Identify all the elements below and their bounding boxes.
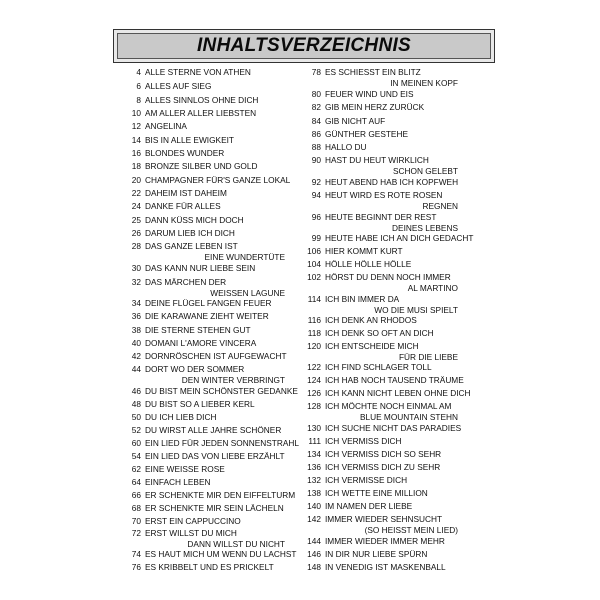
toc-title: CHAMPAGNER FÜR'S GANZE LOKAL	[145, 175, 291, 185]
toc-entry	[110, 425, 281, 436]
toc-page-number: 96	[311, 212, 321, 222]
toc-entry	[110, 108, 256, 119]
toc-page-number: 80	[311, 89, 321, 99]
page-title: INHALTSVERZEICHNIS	[196, 35, 412, 56]
toc-entry	[290, 212, 458, 234]
toc-page-number: 54	[131, 451, 141, 461]
toc-page-number: 132	[307, 475, 321, 485]
toc-title-continuation: REGNEN	[422, 201, 458, 211]
toc-title: BIS IN ALLE EWIGKEIT	[145, 135, 234, 145]
toc-title: BLONDES WUNDER	[145, 148, 225, 158]
toc-title: BRONZE SILBER UND GOLD	[145, 161, 258, 171]
toc-page-number: 124	[307, 375, 321, 385]
toc-entry	[290, 328, 434, 339]
toc-title: FEUER WIND UND EIS	[325, 89, 414, 99]
toc-page-number: 28	[131, 241, 141, 251]
toc-page-number: 144	[307, 536, 321, 546]
toc-page-number: 136	[307, 462, 321, 472]
toc-title: ES SCHIESST EIN BLITZ	[325, 67, 421, 77]
toc-entry	[110, 201, 221, 212]
toc-title: DANN KÜSS MICH DOCH	[145, 215, 244, 225]
toc-title-continuation: WEISSEN LAGUNE	[210, 288, 285, 298]
toc-entry	[110, 464, 225, 475]
toc-page-number: 22	[131, 188, 141, 198]
toc-entry	[290, 501, 412, 512]
toc-title: DU BIST MEIN SCHÖNSTER GEDANKE	[145, 386, 298, 396]
toc-title: ES KRIBBELT UND ES PRICKELT	[145, 562, 274, 572]
toc-page-number: 140	[307, 501, 321, 511]
toc-title-continuation: BLUE MOUNTAIN STEHN	[359, 412, 458, 422]
toc-title: ICH HAB NOCH TAUSEND TRÄUME	[325, 375, 464, 385]
toc-entry	[110, 161, 258, 172]
toc-title: EIN LIED DAS VON LIEBE ERZÄHLT	[145, 451, 285, 461]
toc-page-number: 40	[131, 338, 141, 348]
toc-page-number: 16	[131, 148, 141, 158]
toc-title: DEINE FLÜGEL FANGEN FEUER	[145, 298, 272, 308]
toc-entry	[290, 436, 402, 447]
toc-title: ER SCHENKTE MIR SEIN LÄCHELN	[145, 503, 284, 513]
toc-page-number: 76	[131, 562, 141, 572]
toc-title: HÖRST DU DENN NOCH IMMER	[325, 272, 451, 282]
toc-title: IMMER WIEDER IMMER MEHR	[325, 536, 445, 546]
toc-page-number: 6	[136, 81, 141, 91]
toc-title-continuation: WO DIE MUSI SPIELT	[374, 305, 458, 315]
toc-page-number: 32	[131, 277, 141, 287]
toc-page-number: 118	[307, 328, 321, 338]
toc-entry	[290, 362, 432, 373]
toc-page-number: 90	[311, 155, 321, 165]
toc-page-number: 50	[131, 412, 141, 422]
toc-page-number: 36	[131, 311, 141, 321]
toc-entry	[110, 215, 244, 226]
toc-entry	[110, 503, 284, 514]
toc-entry	[110, 351, 287, 362]
toc-page-number: 128	[307, 401, 321, 411]
title-banner	[113, 29, 495, 63]
toc-entry	[290, 449, 441, 460]
toc-entry	[290, 294, 458, 316]
toc-entry	[290, 272, 458, 294]
toc-entry	[110, 325, 251, 336]
toc-title: ER SCHENKTE MIR DEN EIFFELTURM	[145, 490, 296, 500]
toc-entry	[110, 135, 234, 146]
toc-page-number: 72	[131, 528, 141, 538]
toc-title: DAHEIM IST DAHEIM	[145, 188, 227, 198]
toc-entry	[110, 148, 224, 159]
toc-title: DU BIST SO A LIEBER KERL	[145, 399, 255, 409]
toc-title: EINE WEISSE ROSE	[145, 464, 225, 474]
toc-page-number: 146	[307, 549, 321, 559]
toc-title: DU ICH LIEB DICH	[145, 412, 217, 422]
toc-entry	[290, 142, 367, 153]
toc-title: DARUM LIEB ICH DICH	[145, 228, 235, 238]
toc-entry	[290, 177, 458, 188]
toc-page-number: 102	[307, 272, 321, 282]
toc-entry	[110, 490, 295, 501]
toc-title: IM NAMEN DER LIEBE	[325, 501, 413, 511]
toc-page-number: 10	[131, 108, 141, 118]
toc-entry	[110, 188, 227, 199]
toc-entry	[110, 228, 235, 239]
toc-page-number: 106	[307, 246, 321, 256]
toc-page-number: 92	[311, 177, 321, 187]
toc-entry	[290, 536, 445, 547]
toc-entry	[290, 401, 458, 423]
toc-entry	[290, 462, 440, 473]
toc-title: ERST EIN CAPPUCCINO	[145, 516, 241, 526]
toc-page-number: 130	[307, 423, 321, 433]
toc-page-number: 24	[131, 201, 141, 211]
toc-entry	[110, 81, 211, 92]
toc-title-continuation: FÜR DIE LIEBE	[398, 352, 458, 362]
toc-page-number: 120	[307, 341, 321, 351]
toc-title: DORT WO DER SOMMER	[145, 364, 245, 374]
toc-title: ALLE STERNE VON ATHEN	[145, 67, 251, 77]
toc-entry	[110, 364, 285, 386]
toc-title-continuation: DANN WILLST DU NICHT	[187, 539, 285, 549]
toc-page-number: 4	[136, 67, 141, 77]
toc-title: GIB NICHT AUF	[325, 116, 386, 126]
toc-title: ICH VERMISSE DICH	[325, 475, 408, 485]
toc-title: DOMANI L'AMORE VINCERA	[145, 338, 257, 348]
toc-title: ES HAUT MICH UM WENN DU LACHST	[145, 549, 297, 559]
toc-title: HEUTE BEGINNT DER REST	[325, 212, 437, 222]
toc-title: DIE STERNE STEHEN GUT	[145, 325, 251, 335]
toc-title: EINFACH LEBEN	[145, 477, 211, 487]
toc-title-continuation: IN MEINEN KOPF	[390, 78, 458, 88]
toc-title-continuation: DEINES LEBENS	[392, 223, 458, 233]
toc-page-number: 8	[136, 95, 141, 105]
toc-entry	[110, 298, 271, 309]
toc-title: ANGELINA	[145, 121, 187, 131]
toc-title: DIE KARAWANE ZIEHT WEITER	[145, 311, 269, 321]
toc-page-number: 25	[131, 215, 141, 225]
toc-title-continuation: DEN WINTER VERBRINGT	[181, 375, 285, 385]
toc-page-number: 116	[307, 315, 321, 325]
toc-page-number: 12	[131, 121, 141, 131]
toc-title: AM ALLER ALLER LIEBSTEN	[145, 108, 257, 118]
toc-page-number: 122	[307, 362, 321, 372]
toc-entry	[110, 241, 285, 263]
toc-entry	[290, 375, 464, 386]
toc-title: ICH VERMISS DICH	[325, 436, 402, 446]
toc-title: HEUT ABEND HAB ICH KOPFWEH	[325, 177, 459, 187]
toc-title-continuation: AL MARTINO	[407, 283, 458, 293]
toc-entry	[290, 562, 446, 573]
toc-entry	[290, 67, 458, 89]
toc-page-number: 142	[307, 514, 321, 524]
toc-page-number: 84	[311, 116, 321, 126]
toc-title: ICH VERMISS DICH ZU SEHR	[325, 462, 441, 472]
toc-page-number: 88	[311, 142, 321, 152]
toc-title: ICH KANN NICHT LEBEN OHNE DICH	[325, 388, 471, 398]
toc-title: ICH VERMISS DICH SO SEHR	[325, 449, 442, 459]
toc-page-number: 114	[307, 294, 321, 304]
toc-entry	[110, 277, 285, 299]
toc-title: ICH MÖCHTE NOCH EINMAL AM	[325, 401, 452, 411]
toc-page-number: 62	[131, 464, 141, 474]
toc-title: HEUT WIRD ES ROTE ROSEN	[325, 190, 443, 200]
toc-entry	[110, 175, 290, 186]
toc-page-number: 60	[131, 438, 141, 448]
toc-page-number: 20	[131, 175, 141, 185]
toc-entry	[290, 259, 411, 270]
toc-title: ICH DENK SO OFT AN DICH	[325, 328, 434, 338]
toc-title: HIER KOMMT KURT	[325, 246, 403, 256]
toc-page-number: 78	[311, 67, 321, 77]
toc-page-number: 52	[131, 425, 141, 435]
toc-page-number: 86	[311, 129, 321, 139]
toc-page-number: 48	[131, 399, 141, 409]
toc-page-number: 82	[311, 102, 321, 112]
toc-entry	[110, 562, 274, 573]
toc-page-number: 64	[131, 477, 141, 487]
toc-entry	[290, 190, 458, 212]
toc-entry	[290, 423, 461, 434]
toc-title: ICH DENK AN RHODOS	[325, 315, 417, 325]
toc-entry	[290, 102, 424, 113]
toc-entry	[110, 399, 255, 410]
toc-entry	[290, 116, 385, 127]
toc-page-number: 134	[307, 449, 321, 459]
toc-entry	[110, 477, 210, 488]
toc-page-number: 34	[131, 298, 141, 308]
toc-title: ERST WILLST DU MICH	[145, 528, 237, 538]
toc-title: ICH SUCHE NICHT DAS PARADIES	[325, 423, 462, 433]
toc-title: DORNRÖSCHEN IST AUFGEWACHT	[145, 351, 287, 361]
toc-title: HALLO DU	[325, 142, 367, 152]
toc-entry	[290, 549, 427, 560]
toc-page-number: 94	[311, 190, 321, 200]
toc-title: DU WIRST ALLE JAHRE SCHÖNER	[145, 425, 282, 435]
toc-title: IN DIR NUR LIEBE SPÜRN	[325, 549, 428, 559]
toc-title: ALLES SINNLOS OHNE DICH	[145, 95, 259, 105]
toc-entry	[110, 311, 269, 322]
toc-title: GÜNTHER GESTEHE	[325, 129, 408, 139]
toc-entry	[290, 341, 458, 363]
toc-page-number: 26	[131, 228, 141, 238]
toc-title: IMMER WIEDER SEHNSUCHT	[325, 514, 443, 524]
toc-title: ICH BIN IMMER DA	[325, 294, 400, 304]
toc-entry	[290, 129, 408, 140]
toc-entry	[290, 514, 458, 536]
toc-page-number: 138	[307, 488, 321, 498]
toc-page-number: 99	[311, 233, 321, 243]
toc-page-number: 44	[131, 364, 141, 374]
toc-entry	[110, 516, 241, 527]
toc-entry	[110, 438, 299, 449]
toc-page-number: 104	[307, 259, 321, 269]
toc-page-number: 111	[308, 436, 321, 446]
toc-entry	[110, 386, 298, 397]
toc-entry	[110, 121, 187, 132]
toc-title-continuation: EINE WUNDERTÜTE	[204, 252, 285, 262]
toc-title: DAS KANN NUR LIEBE SEIN	[145, 263, 256, 273]
toc-title: ICH ENTSCHEIDE MICH	[325, 341, 419, 351]
toc-entry	[110, 528, 285, 550]
toc-page-number: 126	[307, 388, 321, 398]
toc-page-number: 30	[131, 263, 141, 273]
toc-page-number: 148	[307, 562, 321, 572]
toc-entry	[290, 233, 473, 244]
toc-page-number: 74	[131, 549, 141, 559]
toc-entry	[110, 549, 297, 560]
toc-title: ICH WETTE EINE MILLION	[325, 488, 428, 498]
toc-entry	[110, 412, 216, 423]
toc-entry	[110, 95, 258, 106]
toc-title: HÖLLE HÖLLE HÖLLE	[325, 259, 412, 269]
toc-entry	[290, 246, 403, 257]
toc-entry	[110, 451, 285, 462]
toc-page-number: 70	[131, 516, 141, 526]
toc-title: DAS GANZE LEBEN IST	[145, 241, 238, 251]
toc-page-number: 46	[131, 386, 141, 396]
toc-title: DANKE FÜR ALLES	[145, 201, 221, 211]
toc-entry	[290, 475, 407, 486]
toc-title: IN VENEDIG IST MASKENBALL	[325, 562, 446, 572]
toc-title-continuation: SCHON GELEBT	[392, 166, 458, 176]
toc-page-number: 66	[131, 490, 141, 500]
toc-entry	[110, 67, 251, 78]
toc-entry	[110, 263, 255, 274]
toc-title: ICH FIND SCHLAGER TOLL	[325, 362, 432, 372]
toc-page-number: 42	[131, 351, 141, 361]
toc-page-number: 68	[131, 503, 141, 513]
toc-entry	[290, 155, 458, 177]
toc-entry	[290, 315, 417, 326]
toc-entry	[290, 488, 428, 499]
toc-title: EIN LIED FÜR JEDEN SONNENSTRAHL	[145, 438, 299, 448]
toc-title: DAS MÄRCHEN DER	[145, 277, 227, 287]
toc-page-number: 38	[131, 325, 141, 335]
toc-entry	[110, 338, 256, 349]
toc-title-continuation: (SO HEISST MEIN LIED)	[364, 525, 458, 535]
toc-title: GIB MEIN HERZ ZURÜCK	[325, 102, 425, 112]
toc-entry	[290, 89, 414, 100]
toc-entry	[290, 388, 471, 399]
toc-title: HEUTE HABE ICH AN DICH GEDACHT	[325, 233, 474, 243]
toc-title: HAST DU HEUT WIRKLICH	[325, 155, 429, 165]
toc-page-number: 18	[131, 161, 141, 171]
toc-page-number: 14	[131, 135, 141, 145]
toc-title: ALLES AUF SIEG	[145, 81, 212, 91]
